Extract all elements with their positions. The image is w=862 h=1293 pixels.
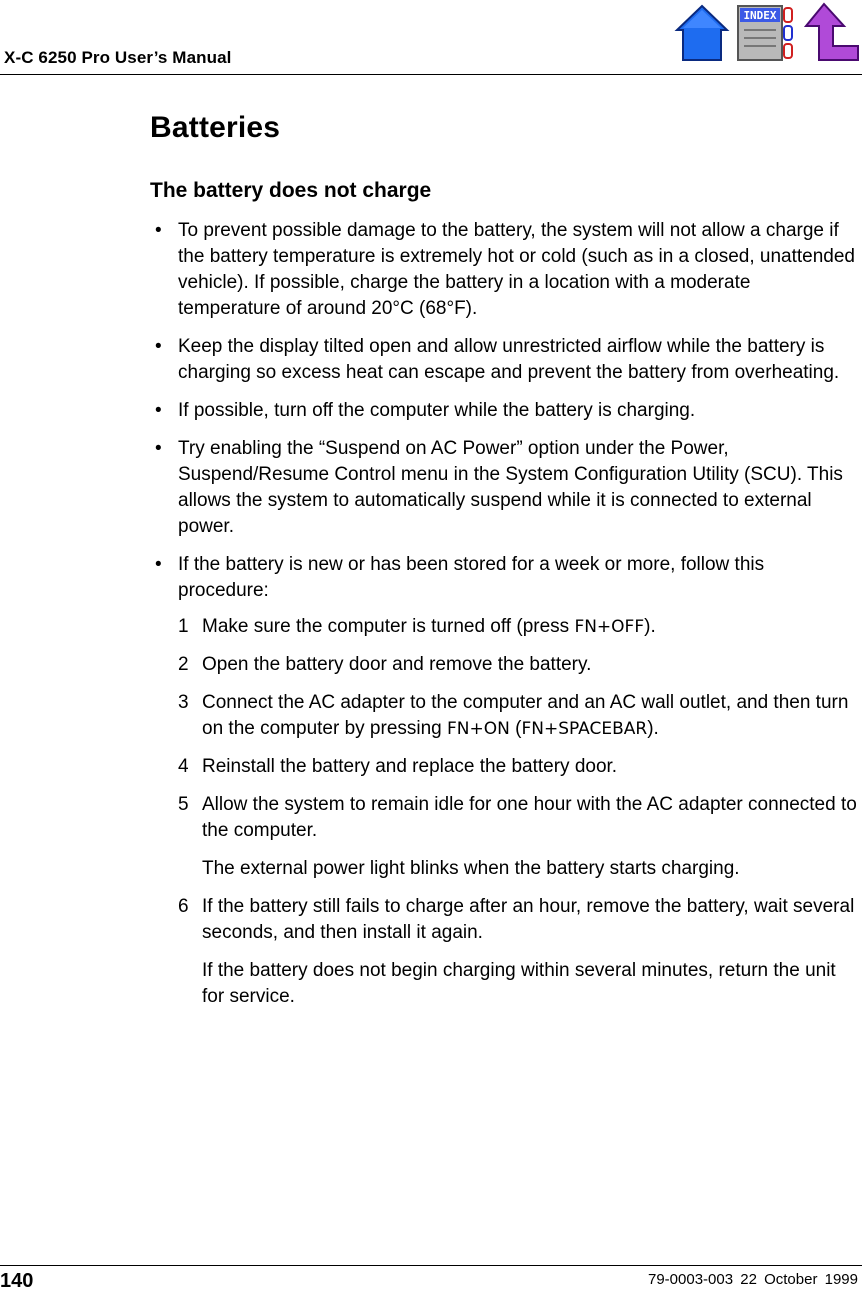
bullet-text: To prevent possible damage to the battery, the system will not allow a charge if the battery temperature is extremely hot or cold (such as in a closed, unattended vehicle). If possible, charge the battery in a location with a moderate temperature of around 20°C (68°F).: [178, 220, 855, 319]
footer-divider: [0, 1265, 862, 1266]
bullet-item: [150, 398, 858, 424]
bullet-item: [150, 552, 858, 1010]
step-text: ).: [647, 718, 659, 739]
manual-title: X-C 6250 Pro User’s Manual: [4, 48, 232, 67]
step-number: 6: [178, 896, 189, 917]
step-text: Make sure the computer is turned off (press: [202, 616, 575, 637]
step-text: Open the battery door and remove the battery.: [202, 654, 592, 675]
procedure-steps: [178, 614, 858, 1010]
bullet-text: If the battery is new or has been stored for a week or more, follow this procedure:: [178, 554, 765, 601]
back-button[interactable]: [802, 2, 862, 64]
index-label: INDEX: [743, 9, 777, 22]
step-note: The external power light blinks when the battery starts charging.: [202, 858, 740, 879]
bullet-glyph: •: [155, 438, 162, 459]
step-text: Connect the AC adapter to the computer and an AC wall outlet, and then turn on the computer by pressing: [202, 692, 849, 739]
header-divider: [0, 74, 862, 75]
step-text: If the battery still fails to charge after an hour, remove the battery, wait several seconds, and then install it again.: [202, 896, 855, 943]
step-number: 3: [178, 692, 189, 713]
doc-date: 22 October 1999: [740, 1271, 858, 1288]
key-combo: FN+ON: [447, 719, 510, 739]
step-text: (: [509, 718, 522, 739]
step-item: [178, 894, 858, 1010]
page-title: Batteries: [150, 111, 281, 144]
step-number: 5: [178, 794, 189, 815]
step-number: 4: [178, 756, 189, 777]
bullet-text: If possible, turn off the computer while the battery is charging.: [178, 400, 696, 421]
step-text: ).: [644, 616, 656, 637]
bullet-item: [150, 436, 858, 540]
section-title: The battery does not charge: [150, 179, 432, 202]
home-icon: [674, 2, 730, 64]
index-button[interactable]: [736, 2, 796, 64]
step-number: 2: [178, 654, 189, 675]
back-arrow-icon: [802, 2, 862, 64]
step-item: [178, 690, 858, 742]
page-number: 140: [0, 1270, 34, 1292]
bullet-glyph: •: [155, 554, 162, 575]
footer-meta: [648, 1271, 858, 1288]
home-button[interactable]: [674, 2, 730, 64]
bullet-item: [150, 334, 858, 386]
doc-number: 79-0003-003: [648, 1271, 734, 1288]
step-note: If the battery does not begin charging within several minutes, return the unit for service.: [202, 960, 836, 1007]
bullet-glyph: •: [155, 400, 162, 421]
step-text: Reinstall the battery and replace the battery door.: [202, 756, 618, 777]
step-item: [178, 754, 858, 780]
bullet-item: [150, 218, 858, 322]
bullet-list: [150, 218, 858, 1022]
step-text: Allow the system to remain idle for one hour with the AC adapter connected to the computer.: [202, 794, 857, 841]
step-item: [178, 652, 858, 678]
page-content: [150, 108, 858, 1007]
step-item: [178, 614, 858, 640]
index-icon: [736, 2, 796, 64]
bullet-text: Keep the display tilted open and allow unrestricted airflow while the battery is charging so excess heat can escape and prevent the battery from overheating.: [178, 336, 840, 383]
key-combo: FN+SPACEBAR: [521, 719, 648, 739]
bullet-text: Try enabling the “Suspend on AC Power” option under the Power, Suspend/Resume Control menu in the System Configuration Utility (SCU). This allows the system to automatically suspend while it is connected to external power.: [178, 438, 843, 537]
bullet-glyph: •: [155, 336, 162, 357]
key-combo: FN+OFF: [574, 617, 645, 637]
step-item: [178, 792, 858, 882]
bullet-glyph: •: [155, 220, 162, 241]
step-number: 1: [178, 616, 189, 637]
